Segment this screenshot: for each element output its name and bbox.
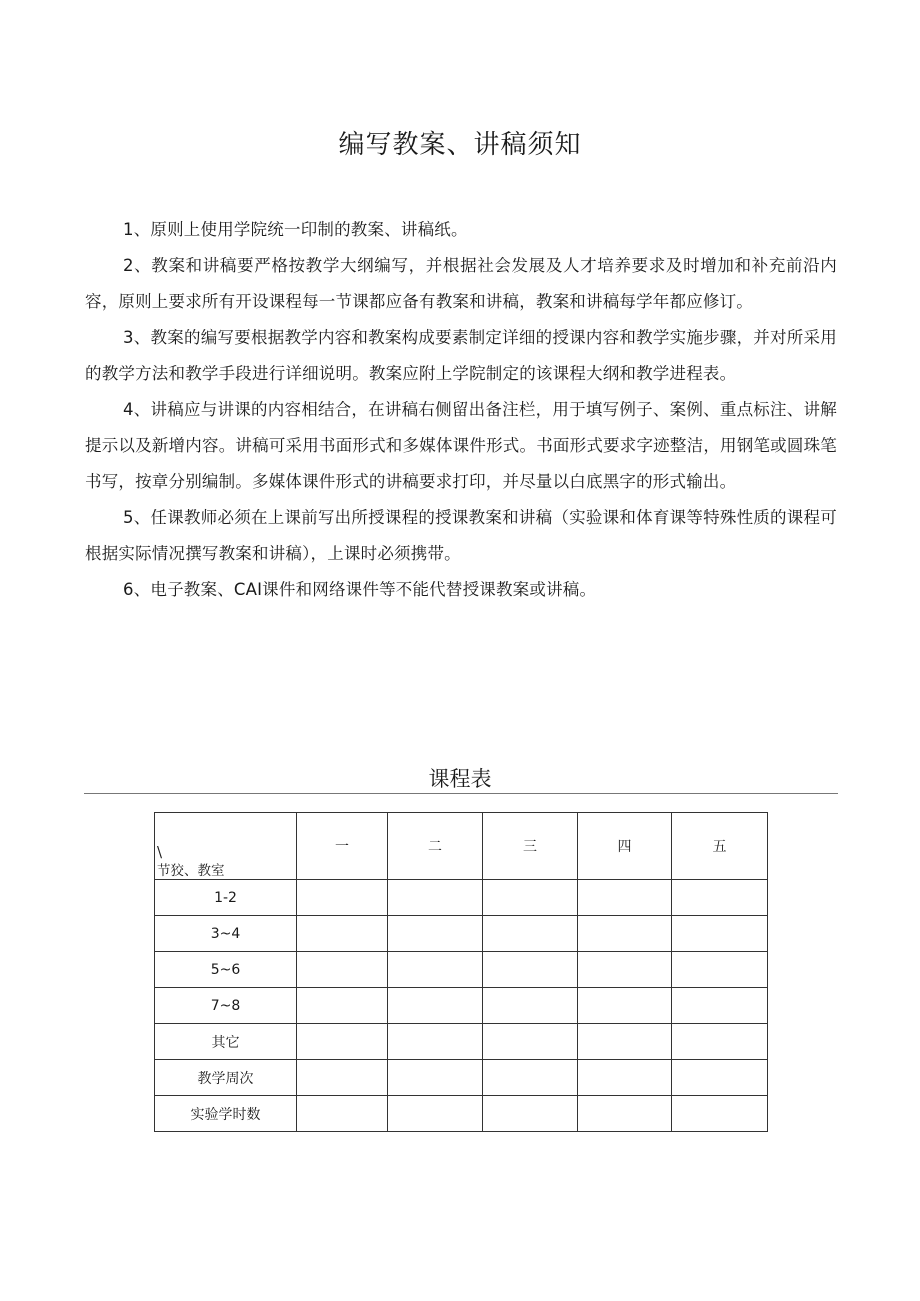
schedule-cell[interactable] — [578, 1096, 672, 1132]
rule-item: 1、原则上使用学院统一印制的教案、讲稿纸。 — [123, 220, 468, 239]
rule-item: 6、电子教案、CAI课件和网络课件等不能代替授课教案或讲稿。 — [123, 580, 597, 599]
corner-cell — [155, 813, 297, 880]
row-label: 7~8 — [155, 988, 297, 1024]
title-divider — [84, 793, 838, 794]
row-label: 3~4 — [155, 916, 297, 952]
corner-label: 节狡、教室 — [157, 863, 225, 879]
rule-item: 4、讲稿应与讲课的内容相结合，在讲稿右侧留出备注栏，用于填写例子、案例、重点标注、讲解提示以及新增内容。讲稿可采用书面形式和多媒体课件形式。书面形式要求字迹整洁，用钢笔或圆珠笔书写，按章分别编制。多媒体课件形式的讲稿要求打印，并尽量以白底黑字的形式输出。 — [85, 400, 837, 491]
schedule-cell[interactable] — [483, 988, 578, 1024]
page-title: 编写教案、讲稿须知 — [338, 130, 582, 160]
table-row — [155, 1096, 768, 1132]
schedule-cell[interactable] — [297, 988, 388, 1024]
schedule-cell[interactable] — [672, 1060, 768, 1096]
schedule-cell[interactable] — [388, 988, 483, 1024]
schedule-title: 课程表 — [428, 767, 492, 791]
schedule-cell[interactable] — [672, 1024, 768, 1060]
schedule-cell[interactable] — [672, 880, 768, 916]
table-row — [155, 988, 768, 1024]
schedule-cell[interactable] — [483, 1024, 578, 1060]
schedule-cell[interactable] — [483, 1096, 578, 1132]
table-row — [155, 916, 768, 952]
schedule-cell[interactable] — [672, 988, 768, 1024]
schedule-cell[interactable] — [297, 1096, 388, 1132]
schedule-cell[interactable] — [483, 916, 578, 952]
schedule-cell[interactable] — [578, 880, 672, 916]
row-label: 1-2 — [155, 880, 297, 916]
day-header: 四 — [578, 813, 672, 880]
schedule-cell[interactable] — [672, 952, 768, 988]
row-label: 教学周次 — [155, 1060, 297, 1096]
table-row — [155, 952, 768, 988]
schedule-cell[interactable] — [483, 880, 578, 916]
schedule-cell[interactable] — [483, 952, 578, 988]
table-row — [155, 880, 768, 916]
schedule-cell[interactable] — [388, 1024, 483, 1060]
schedule-cell[interactable] — [297, 1060, 388, 1096]
schedule-cell[interactable] — [672, 1096, 768, 1132]
schedule-cell[interactable] — [578, 952, 672, 988]
day-header: 五 — [672, 813, 768, 880]
table-row — [155, 1060, 768, 1096]
row-label: 实验学时数 — [155, 1096, 297, 1132]
schedule-cell[interactable] — [297, 916, 388, 952]
schedule-cell[interactable] — [297, 1024, 388, 1060]
schedule-cell[interactable] — [578, 988, 672, 1024]
day-header: 二 — [388, 813, 483, 880]
schedule-table — [154, 812, 768, 1132]
table-row — [155, 1024, 768, 1060]
rule-item: 5、任课教师必须在上课前写出所授课程的授课教案和讲稿（实验课和体育课等特殊性质的课程可根据实际情况撰写教案和讲稿），上课时必须携带。 — [85, 508, 837, 563]
row-label: 5~6 — [155, 952, 297, 988]
schedule-cell[interactable] — [578, 1060, 672, 1096]
header-row — [155, 813, 768, 880]
rule-item: 3、教案的编写要根据教学内容和教案构成要素制定详细的授课内容和教学实施步骤，并对所采用的教学方法和教学手段进行详细说明。教案应附上学院制定的该课程大纲和教学进程表。 — [85, 328, 837, 383]
schedule-cell[interactable] — [388, 916, 483, 952]
schedule-cell[interactable] — [483, 1060, 578, 1096]
schedule-cell[interactable] — [578, 916, 672, 952]
schedule-cell[interactable] — [388, 880, 483, 916]
schedule-cell[interactable] — [297, 952, 388, 988]
schedule-cell[interactable] — [388, 952, 483, 988]
rule-item: 2、教案和讲稿要严格按教学大纲编写，并根据社会发展及人才培养要求及时增加和补充前沿内容，原则上要求所有开设课程每一节课都应备有教案和讲稿，教案和讲稿每学年都应修订。 — [85, 256, 837, 311]
row-label: 其它 — [155, 1024, 297, 1060]
schedule-cell[interactable] — [388, 1096, 483, 1132]
rules-list — [85, 212, 837, 608]
corner-mark: \ — [157, 843, 163, 861]
day-header: 一 — [297, 813, 388, 880]
day-header: 三 — [483, 813, 578, 880]
schedule-cell[interactable] — [388, 1060, 483, 1096]
schedule-cell[interactable] — [672, 916, 768, 952]
schedule-cell[interactable] — [297, 880, 388, 916]
schedule-cell[interactable] — [578, 1024, 672, 1060]
